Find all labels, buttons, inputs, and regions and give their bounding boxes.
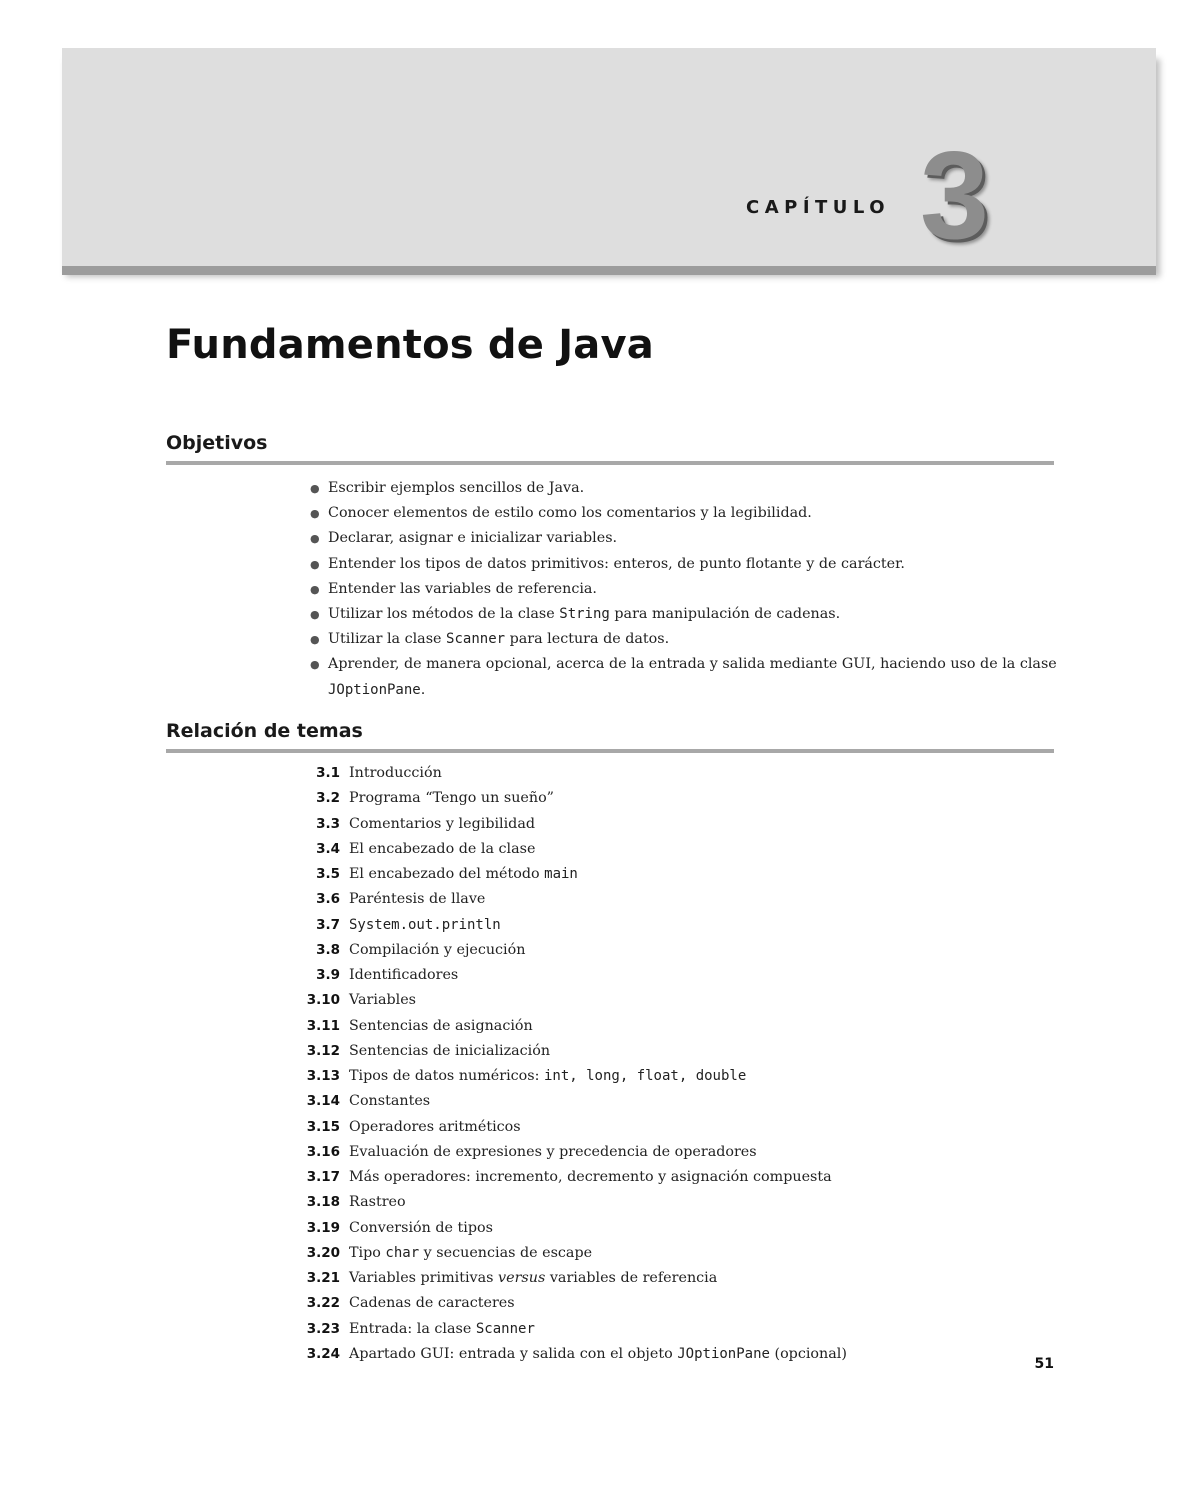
topic-text: Sentencias de asignación [349,1017,533,1034]
topic-item [296,988,847,1013]
topic-text: Rastreo [349,1194,406,1211]
chapter-number: 3 [920,127,989,265]
objective-item [310,476,1058,501]
bullet-icon: ● [310,507,320,521]
topic-code: int, long, float, double [543,1068,747,1084]
topic-text: Tipo [349,1244,386,1261]
topic-item [296,1216,847,1241]
objectives-divider [166,461,1054,465]
topic-number: 3.23 [306,1320,340,1337]
bullet-icon: ● [310,633,320,647]
objective-item [310,627,1058,652]
objective-text: Declarar, asignar e inicializar variables. [328,530,618,547]
topic-text: Variables primitivas [349,1270,499,1286]
topic-item [296,761,847,786]
bullet-icon: ● [310,582,320,596]
topic-number: 3.9 [316,967,340,983]
topic-title [349,812,535,837]
bullet-icon: ● [310,608,320,622]
topic-number: 3.7 [316,916,340,933]
topic-title [349,887,485,912]
topic-text: variables de referencia [545,1270,718,1286]
topic-text: El encabezado de la clase [349,840,536,857]
topic-number: 3.20 [306,1244,340,1261]
topic-code: JOptionPane [677,1345,770,1362]
topic-text: Apartado GUI: entrada y salida con el objeto [349,1345,678,1362]
topic-title [349,1342,847,1367]
page-title: Fundamentos de Java [166,322,654,368]
topic-number: 3.15 [306,1118,340,1135]
topic-number: 3.17 [306,1169,340,1185]
topic-text: Introducción [349,765,442,781]
chapter-banner [62,48,1156,266]
topic-item [296,812,847,837]
topic-title [349,837,535,862]
topic-number: 3.3 [316,815,340,832]
objective-text: para manipulación de cadenas. [609,606,841,623]
page-number: 51 [1034,1356,1054,1372]
topic-number: 3.4 [316,840,340,857]
topic-text: Conversión de tipos [349,1219,493,1236]
topic-number: 3.14 [306,1093,340,1110]
topic-text: Evaluación de expresiones y precedencia de operadores [349,1143,757,1160]
objective-item [310,501,1058,526]
objective-text: Escribir ejemplos sencillos de Java. [328,480,585,496]
topic-number: 3.18 [306,1194,340,1211]
topic-number: 3.16 [306,1143,340,1160]
topic-code: System.out.println [349,916,501,933]
topic-title [349,1089,430,1114]
topic-title [349,761,442,786]
topic-number: 3.13 [306,1068,340,1084]
objective-text: . [420,681,426,698]
topic-title [349,938,525,963]
topic-title [349,1190,406,1215]
topics-divider [166,749,1054,753]
topic-title [349,988,416,1013]
topic-number: 3.24 [306,1345,340,1362]
bullet-icon: ● [310,482,320,495]
topic-item [296,887,847,912]
topic-number: 3.6 [316,891,340,908]
topic-title [349,1216,493,1241]
objective-text: Aprender, de manera opcional, acerca de la entrada y salida mediante GUI, haciendo uso de la clase [328,656,1057,673]
topic-title [349,963,458,988]
topic-text: Compilación y ejecución [349,941,526,958]
topic-title [349,1241,592,1266]
topic-number: 3.19 [306,1219,340,1236]
topic-item [296,1241,847,1266]
bullet-icon: ● [310,658,320,672]
topic-title [349,913,501,938]
objectives-heading: Objetivos [166,432,268,454]
objective-text: Entender las variables de referencia. [328,580,597,597]
topic-item [296,862,847,887]
topic-text: El encabezado del método [349,866,545,882]
topic-item [296,1291,847,1316]
objective-text: Conocer elementos de estilo como los comentarios y la legibilidad. [328,505,812,522]
topic-title [349,1140,757,1165]
topic-text: Variables [349,992,416,1009]
topic-number: 3.5 [316,866,340,882]
topic-title [349,1266,717,1291]
topic-text: Comentarios y legibilidad [349,815,536,832]
topic-text: Paréntesis de llave [349,891,486,908]
topic-text: Operadores aritméticos [349,1118,521,1135]
topic-text: Programa “Tengo un sueño” [349,790,554,807]
topic-text: Identificadores [349,967,459,983]
topic-number: 3.1 [316,765,340,781]
objective-code: JOptionPane [328,681,421,698]
objective-item [310,652,1058,702]
topic-item [296,1039,847,1064]
topics-heading: Relación de temas [166,720,363,742]
topic-title [349,1064,746,1089]
objective-text: Entender los tipos de datos primitivos: enteros, de punto flotante y de carácter. [328,555,905,572]
objective-code: Scanner [446,631,506,648]
topic-item [296,938,847,963]
topic-text: Cadenas de caracteres [349,1295,515,1312]
topic-number: 3.8 [316,941,340,958]
topic-title [349,1291,515,1316]
topic-item [296,786,847,811]
topic-title [349,1165,832,1190]
topic-number: 3.21 [306,1270,340,1286]
topic-title [349,1039,550,1064]
objective-item [310,602,1058,627]
topic-item [296,1165,847,1190]
topic-title [349,862,578,887]
topic-item [296,1342,847,1367]
topic-number: 3.11 [306,1017,340,1034]
topic-title [349,1014,533,1039]
topic-item [296,1014,847,1039]
topic-number: 3.12 [306,1042,340,1059]
objective-text: Utilizar la clase [328,631,447,648]
objectives-list [310,476,1058,703]
topic-code: main [544,866,578,882]
topic-number: 3.10 [306,992,340,1009]
topic-title [349,786,554,811]
topic-item [296,1190,847,1215]
objective-code: String [559,606,610,623]
topic-code: Scanner [475,1320,535,1337]
topic-item [296,1089,847,1114]
topic-item [296,1064,847,1089]
topic-number: 3.22 [306,1295,340,1312]
topic-item [296,963,847,988]
objective-item [310,526,1058,551]
topic-text: y secuencias de escape [419,1244,593,1261]
topic-item [296,1317,847,1342]
topics-list [296,761,847,1367]
objective-text: Utilizar los métodos de la clase [328,606,560,623]
topic-item [296,913,847,938]
topic-item [296,837,847,862]
topic-title [349,1115,521,1140]
objective-item [310,552,1058,577]
topic-emphasis: versus [498,1270,546,1286]
objective-text: para lectura de datos. [505,631,670,648]
topic-item [296,1115,847,1140]
topic-text: Sentencias de inicialización [349,1042,551,1059]
topic-item [296,1266,847,1291]
topic-text: Más operadores: incremento, decremento y asignación compuesta [349,1169,832,1185]
topic-title [349,1317,535,1342]
objective-item [310,577,1058,602]
chapter-label: CAPÍTULO [746,197,891,218]
topic-code: char [385,1244,420,1261]
bullet-icon: ● [310,557,320,571]
topic-text: Tipos de datos numéricos: [349,1068,544,1084]
bullet-icon: ● [310,532,320,546]
topic-number: 3.2 [316,790,340,807]
topic-text: Constantes [349,1093,431,1110]
topic-text: (opcional) [769,1345,847,1362]
topic-item [296,1140,847,1165]
topic-text: Entrada: la clase [349,1320,476,1337]
